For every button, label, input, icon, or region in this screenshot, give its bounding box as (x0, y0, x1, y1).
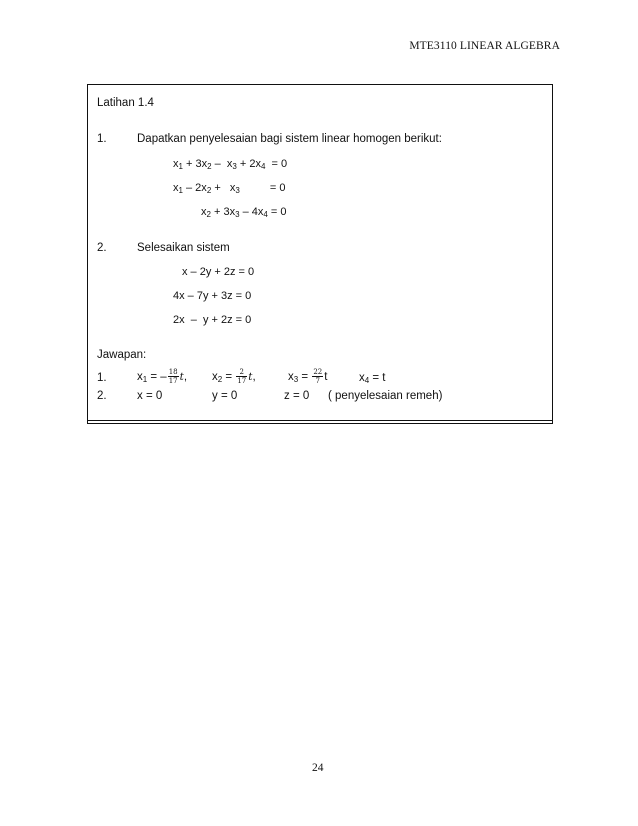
q2-equation-2: 4x – 7y + 3z = 0 (173, 290, 252, 302)
fraction: $\frac{22}{7}$ (313, 368, 323, 386)
q1-text: Dapatkan penyelesaian bagi sistem linear homogen berikut: (137, 133, 442, 145)
page-number: 24 (312, 762, 324, 774)
a1-x3: $x_3$ = $\frac{22}{7}$ t (288, 368, 328, 386)
answers-heading: Jawapan: (97, 349, 147, 361)
a2-y: y = 0 (212, 390, 238, 402)
a1-number: 1. (97, 372, 107, 384)
q2-equation-3: 2x – y + 2z = 0 (173, 314, 252, 326)
running-header: MTE3110 LINEAR ALGEBRA (409, 40, 560, 52)
q1-equation-1: $x_1 + 3x_2 - x_3 + 2x_4 = 0$ (173, 158, 288, 171)
exercise-box (87, 84, 553, 424)
fraction: $\frac{2}{17}$ (237, 368, 247, 386)
a2-note: ( penyelesaian remeh) (328, 390, 443, 402)
a1-x1: $x_1$ = – $\frac{18}{17}$ t, (137, 368, 188, 386)
a2-number: 2. (97, 390, 107, 402)
exercise-heading: Latihan 1.4 (97, 97, 154, 109)
a1-x2: $x_2$ = $\frac{2}{17}$ t, (212, 368, 256, 386)
a1-x4: $x_4 = t$ (359, 372, 386, 385)
q1-equation-3: $x_2 + 3x_3 - 4x_4 = 0$ (201, 206, 287, 219)
q1-equation-2: $x_1 - 2x_2 + x_3 = 0$ (173, 182, 286, 195)
a2-z: z = 0 (284, 390, 310, 402)
q2-number: 2. (97, 242, 107, 254)
q2-text: Selesaikan sistem (137, 242, 230, 254)
q1-number: 1. (97, 133, 107, 145)
q2-equation-1: x – 2y + 2z = 0 (182, 266, 255, 278)
a2-x: x = 0 (137, 390, 163, 402)
fraction: $\frac{18}{17}$ (168, 368, 178, 386)
